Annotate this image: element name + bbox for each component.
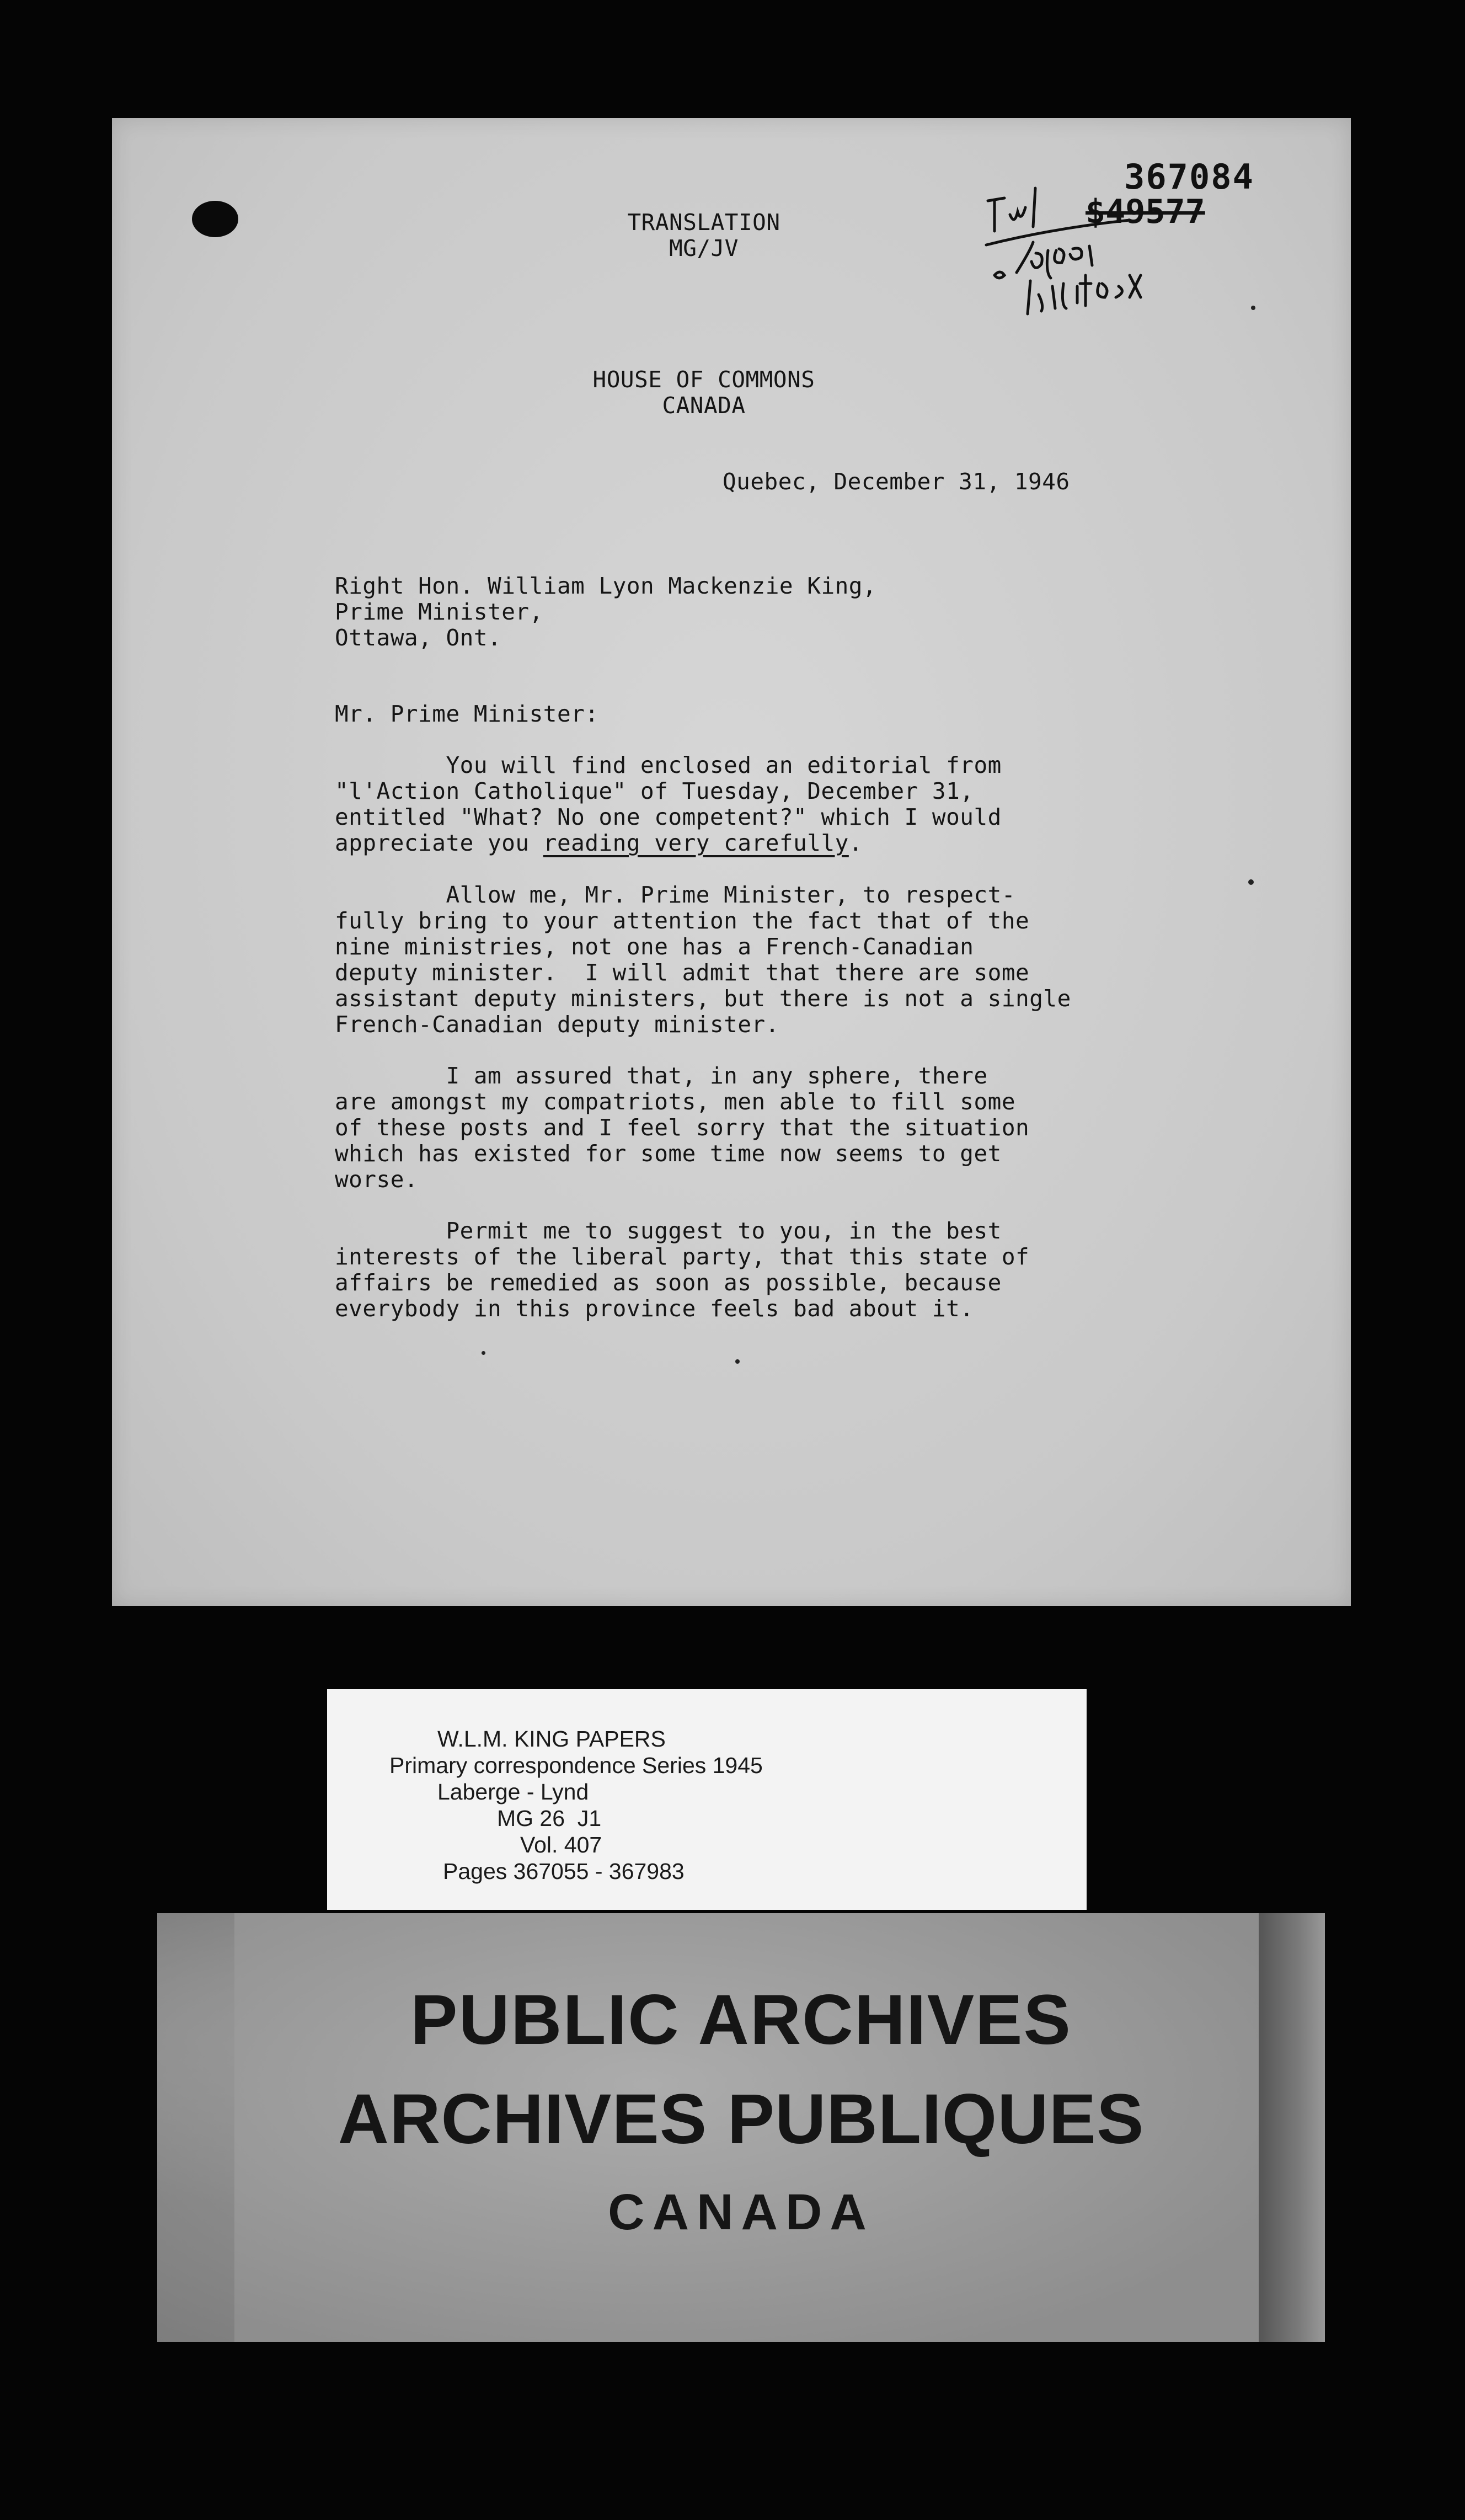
stamp-line-canada: CANADA (608, 2184, 874, 2240)
recipient-city: Ottawa, Ont. (335, 624, 502, 651)
paragraph-4-line: affairs be remedied as soon as possible, because (335, 1269, 1002, 1296)
paragraph-3-line: I am assured that, in any sphere, there (335, 1063, 988, 1089)
paragraph-4-line: interests of the liberal party, that this state of (335, 1243, 1030, 1270)
underlined-emphasis: reading very carefully (543, 830, 849, 856)
punch-hole (192, 201, 238, 237)
translation-header: TRANSLATION (627, 209, 780, 236)
recipient-title: Prime Minister, (335, 599, 543, 625)
paragraph-2-line: assistant deputy ministers, but there is not a single (335, 985, 1071, 1012)
canada-heading: CANADA (662, 392, 746, 419)
old-document-number: $49577 (1086, 193, 1205, 231)
paragraph-3-line: of these posts and I feel sorry that the situation (335, 1114, 1030, 1141)
letter-date: Quebec, December 31, 1946 (723, 468, 1070, 495)
paper-speck (1251, 306, 1255, 310)
paragraph-3-line: are amongst my compatriots, men able to fill some (335, 1088, 1016, 1115)
recipient-name: Right Hon. William Lyon Mackenzie King, (335, 573, 877, 599)
collection-title: W.L.M. KING PAPERS (437, 1726, 666, 1752)
handwritten-annotation (972, 148, 1281, 330)
paragraph-2-line: fully bring to your attention the fact that of the (335, 907, 1030, 934)
reference-code: MG/JV (669, 235, 739, 261)
stamp-line-french: ARCHIVES PUBLIQUES (338, 2080, 1145, 2159)
paragraph-2-line: deputy minister. I will admit that there are some (335, 959, 1030, 986)
paragraph-1-end: . (848, 830, 863, 856)
paragraph-1-last-line (335, 830, 863, 856)
paragraph-1-line: entitled "What? No one competent?" which I would (335, 804, 1002, 830)
paper-speck (1248, 879, 1254, 885)
page-range: Pages 367055 - 367983 (443, 1859, 685, 1884)
salutation: Mr. Prime Minister: (335, 701, 599, 727)
name-range: Laberge - Lynd (437, 1779, 589, 1804)
paragraph-2-line: French-Canadian deputy minister. (335, 1011, 779, 1038)
paper-speck (482, 1351, 485, 1355)
letter-sheet (112, 118, 1351, 1606)
volume-number: Vol. 407 (520, 1832, 602, 1857)
paragraph-1-line: You will find enclosed an editorial from (335, 752, 1002, 778)
paragraph-4-line: everybody in this province feels bad about it. (335, 1295, 974, 1322)
stamp-line-english: PUBLIC ARCHIVES (410, 1980, 1072, 2059)
series-name: Primary correspondence Series 1945 (389, 1753, 763, 1778)
paragraph-3-line: which has existed for some time now seems to get (335, 1140, 1002, 1167)
paper-speck (735, 1359, 740, 1364)
document-number: 367084 (1124, 157, 1254, 197)
paragraph-3-line: worse. (335, 1166, 419, 1193)
house-of-commons-heading: HOUSE OF COMMONS (592, 366, 815, 393)
paragraph-4-line: Permit me to suggest to you, in the best (335, 1218, 1002, 1244)
archive-label-card (327, 1689, 1087, 1910)
paragraph-1-line: "l'Action Catholique" of Tuesday, December 31, (335, 778, 974, 804)
paragraph-2-line: Allow me, Mr. Prime Minister, to respect- (335, 882, 1016, 908)
paragraph-1-text: appreciate you (335, 830, 543, 856)
public-archives-stamp (157, 1913, 1325, 2342)
paragraph-2-line: nine ministries, not one has a French-Canadian (335, 933, 974, 960)
manuscript-group: MG 26 J1 (497, 1806, 602, 1831)
